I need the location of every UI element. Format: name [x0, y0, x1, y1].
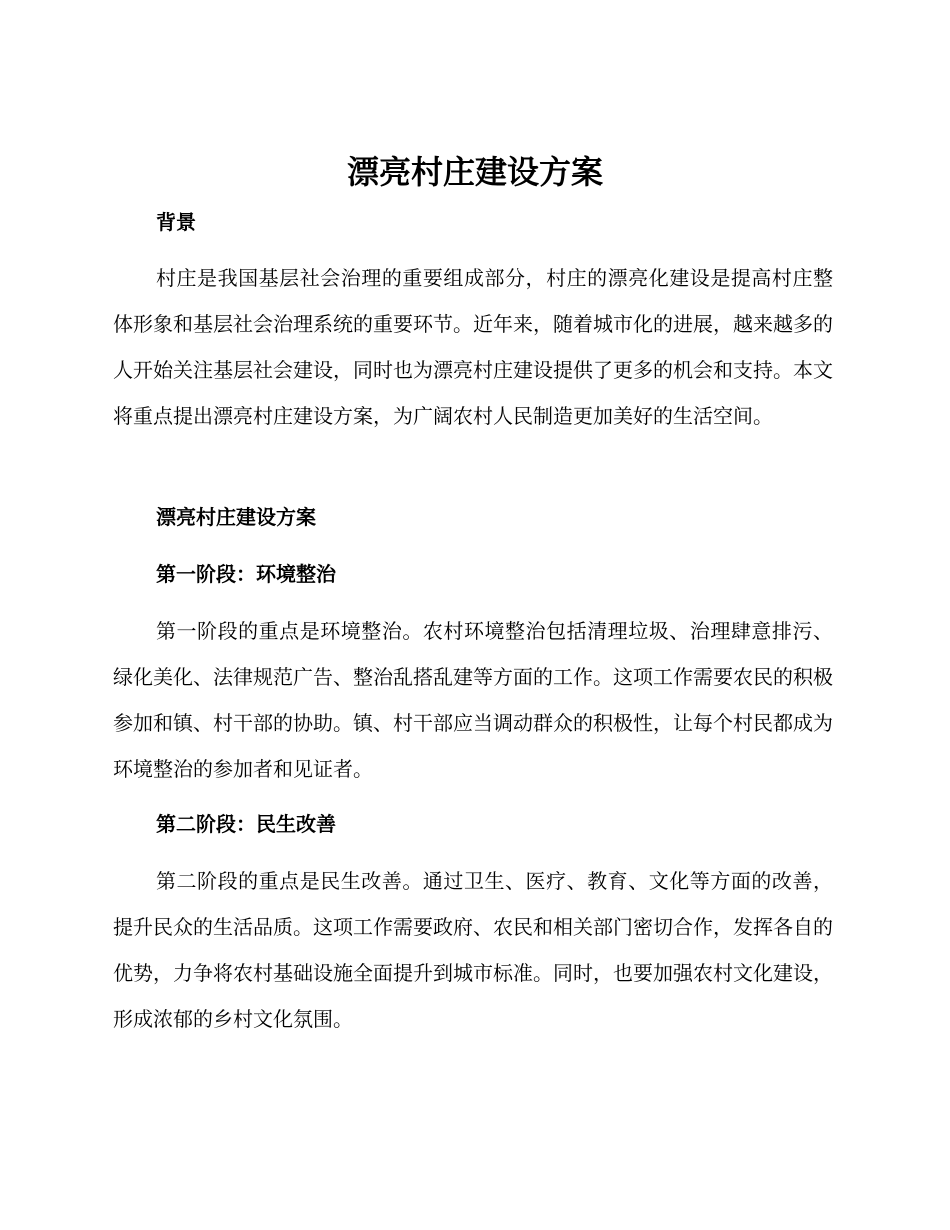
background-heading: 背景: [156, 210, 196, 234]
background-paragraph: 村庄是我国基层社会治理的重要组成部分，村庄的漂亮化建设是提高村庄整体形象和基层社会治理系统的重要环节。近年来，随着城市化的进展，越来越多的人开始关注基层社会建设，同时也为漂亮村庄建设提供了更多的机会和支持。本文将重点提出漂亮村庄建设方案，为广阔农村人民制造更加美好的生活空间。: [113, 266, 833, 428]
stage2-heading: 第二阶段：民生改善: [156, 812, 336, 836]
document-title: 漂亮村庄建设方案: [346, 153, 603, 191]
stage1-paragraph: 第一阶段的重点是环境整治。农村环境整治包括清理垃圾、治理肆意排污、绿化美化、法律规范广告、整治乱搭乱建等方面的工作。这项工作需要农民的积极参加和镇、村干部的协助。镇、村干部应当调动群众的积极性，让每个村民都成为环境整治的参加者和见证者。: [113, 619, 833, 781]
stage2-paragraph: 第二阶段的重点是民生改善。通过卫生、医疗、教育、文化等方面的改善，提升民众的生活品质。这项工作需要政府、农民和相关部门密切合作，发挥各自的优势，力争将农村基础设施全面提升到城市标准。同时，也要加强农村文化建设，形成浓郁的乡村文化氛围。: [113, 869, 833, 1031]
plan-heading: 漂亮村庄建设方案: [156, 505, 316, 529]
stage1-heading: 第一阶段：环境整治: [156, 562, 336, 586]
